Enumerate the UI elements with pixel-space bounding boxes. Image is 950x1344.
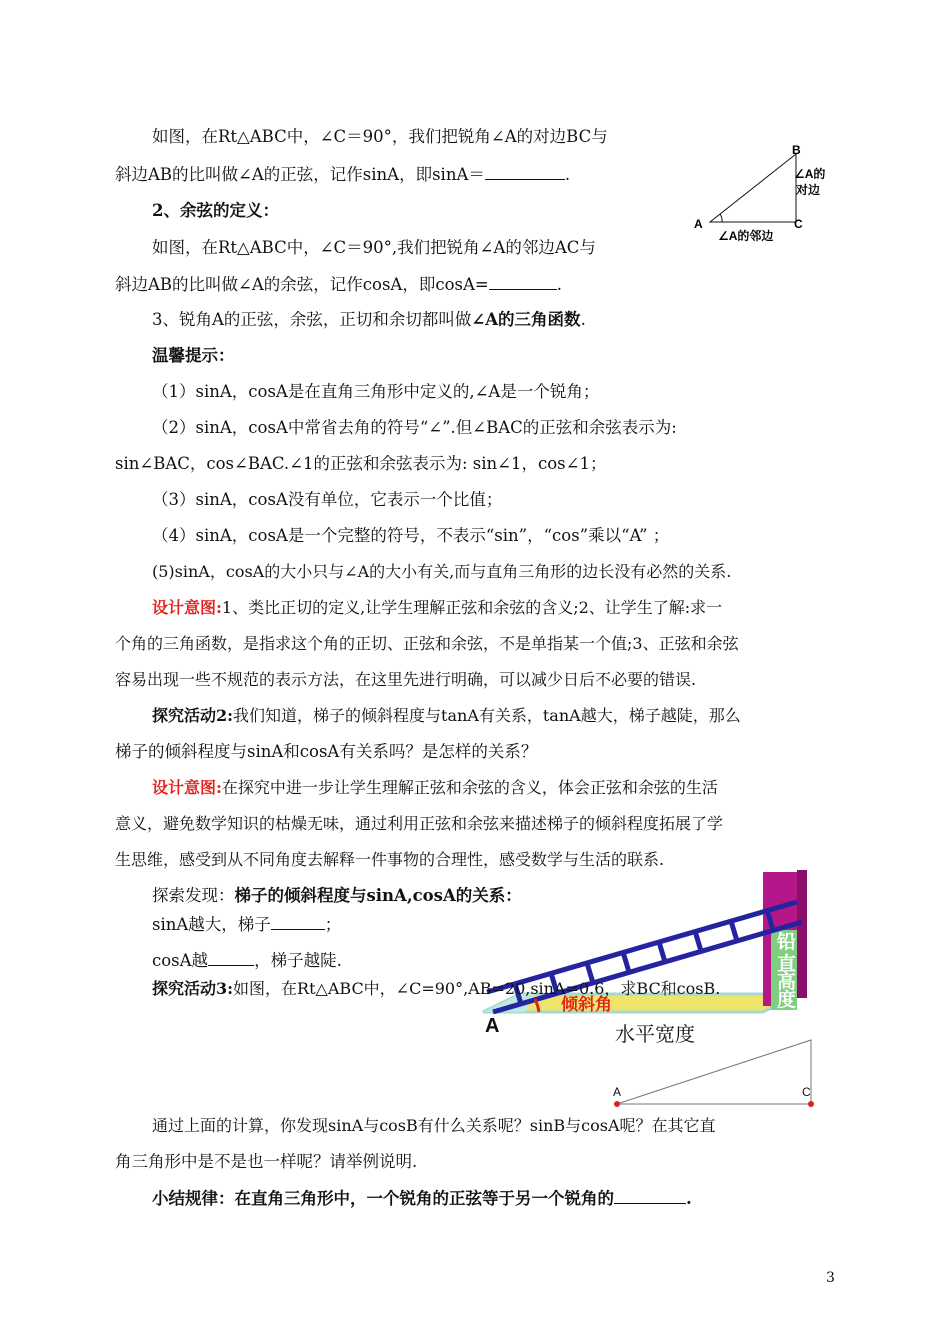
design-intent-2-line2: 意义，避免数学知识的枯燥无味，通过利用正弦和余弦来描述梯子的倾斜程度拓展了学 [115,814,724,833]
adjacent-side-label: ∠A的邻边 [718,229,774,243]
tilt-angle-label: 倾斜角 [561,995,612,1014]
summary-blank [614,1187,686,1204]
cosine-answer-blank [489,273,557,290]
summary-line [152,1187,692,1210]
calc-line1: 通过上面的计算，你发现sinA与cosB有什么关系呢？sinB与cosA呢？在其它直 [152,1116,716,1135]
vertex-a-label: A [694,217,703,231]
discover-line [152,885,522,907]
vertex-a-label: A [485,1015,500,1037]
cos-relation-line [152,949,342,972]
explore-3-line [152,978,720,1000]
vertex-b-label: B [792,143,801,157]
design-intent-1-text: 1、类比正切的定义,让学生理解正弦和余弦的含义;2、让学生了解:求一 [221,598,723,617]
page-number: 3 [826,1270,835,1286]
cos-relation-blank [208,949,254,966]
discover-prefix: 探索发现： [152,886,235,905]
vertex-a-point [614,1101,620,1107]
cos-relation-text: cosA越 [152,951,209,970]
triangle-abc [617,1040,811,1104]
design-intent-1-line2: 个角的三角函数，是指求这个角的正切、正弦和余弦，不是单指某一个值;3、正弦和余弦 [115,634,739,653]
vertical-label-4: 度 [777,990,797,1011]
design-intent-2-line1 [152,777,718,799]
cosine-def-end: . [556,275,562,294]
cosine-def-text: 斜边AB的比叫做∠A的余弦，记作cosA，即cosA= [115,275,489,294]
vertex-c-label: C [802,1085,811,1099]
design-intent-1-line3: 容易出现一些不规范的表示方法，在这里先进行明确，可以减少日后不必要的错误. [115,670,697,689]
design-intent-1-label: 设计意图: [152,598,222,617]
tip-5: (5)sinA，cosA的大小只与∠A的大小有关,而与直角三角形的边长没有必然的关系. [152,562,732,581]
vertex-c-point [808,1101,814,1107]
sine-def-line2 [115,163,570,186]
triangle-abc-figure [605,1036,830,1112]
vertex-a-label: A [613,1085,622,1099]
explore-2-line1 [152,705,741,727]
tip-4: （4）sinA，cosA是一个完整的符号，不表示“sin”，“cos”乘以“A” ； [152,526,670,545]
ladder-rung [659,942,665,962]
tips-title: 温馨提示： [152,346,235,365]
tip-3: （3）sinA，cosA没有单位，它表示一个比值； [152,490,503,509]
sine-def-line1: 如图，在Rt△ABC中，∠C＝90°，我们把锐角∠A的对边BC与 [152,127,608,146]
trig-def-prefix: 3、锐角A的正弦，余弦，正切和余切都叫做 [152,310,472,329]
ladder-figure [475,866,830,1050]
horizontal-width-label: 水平宽度 [615,1024,695,1046]
design-intent-2-text: 在探究中进一步让学生理解正弦和余弦的含义，体会正弦和余弦的生活 [221,778,718,797]
calc-line2: 角三角形中是不是也一样呢？请举例说明. [115,1152,418,1171]
vertex-c-label: C [794,217,803,231]
discover-bold: 梯子的倾斜程度与sinA,cosA的关系： [234,886,522,905]
sin-relation-blank [271,913,325,930]
design-intent-2-label: 设计意图: [152,778,222,797]
vertical-label-1: 铅 [777,932,797,953]
sine-def-text: 斜边AB的比叫做∠A的正弦，记作sinA，即sinA＝ [115,165,485,184]
tip-1: （1）sinA，cosA是在直角三角形中定义的,∠A是一个锐角； [152,382,600,401]
design-intent-2-line3: 生思维，感受到从不同角度去解释一件事物的合理性，感受数学与生活的联系. [115,850,665,869]
opposite-side-label-1: ∠A的 [794,167,826,181]
cosine-heading: 2、余弦的定义： [152,201,279,220]
sine-answer-blank [485,163,565,180]
cosine-def-line1: 如图，在Rt△ABC中，∠C＝90°,我们把锐角∠A的邻边AC与 [152,238,596,257]
summary-text: 小结规律：在直角三角形中，一个锐角的正弦等于另一个锐角的 [152,1189,614,1208]
wall-depth [797,870,807,998]
ladder-rung [731,921,737,941]
summary-end: . [686,1189,692,1208]
sin-relation-line [152,913,341,936]
vertical-label-3: 高 [777,972,797,993]
explore-2-label: 探究活动2: [152,706,234,725]
sine-def-end: . [564,165,571,184]
cosine-def-line2 [115,273,562,296]
trig-def-end: . [580,310,586,329]
opposite-side-label-2: 对边 [796,183,821,197]
explore-3-label: 探究活动3: [152,979,234,998]
explore-2-line2: 梯子的倾斜程度与sinA和cosA有关系吗？是怎样的关系？ [115,742,538,761]
triangle-figure [688,140,838,250]
cos-relation-end: ，梯子越陡. [254,951,342,970]
sin-relation-text: sinA越大，梯子 [152,915,271,934]
explore-3-text: 如图，在Rt△ABC中，∠C=90°,AB=20,sinA=0.6，求BC和cosB. [233,979,721,998]
right-triangle [710,154,796,222]
angle-a-arc [720,214,722,222]
vertical-label-2: 直 [777,954,797,975]
trig-def-bold: ∠A的三角函数 [471,310,581,329]
ladder-rung [695,931,701,951]
tip-2-line1: （2）sinA，cosA中常省去角的符号“∠”.但∠BAC的正弦和余弦表示为: [152,418,677,437]
design-intent-1-line1 [152,597,722,619]
ladder-rung [623,952,629,972]
trig-def-line [152,309,586,331]
sin-relation-end: ； [324,915,342,934]
tip-2-line2: sin∠BAC，cos∠BAC.∠1的正弦和余弦表示为: sin∠1，cos∠1； [115,454,607,473]
explore-2-text: 我们知道，梯子的倾斜程度与tanA有关系，tanA越大，梯子越陡，那么 [233,706,741,725]
